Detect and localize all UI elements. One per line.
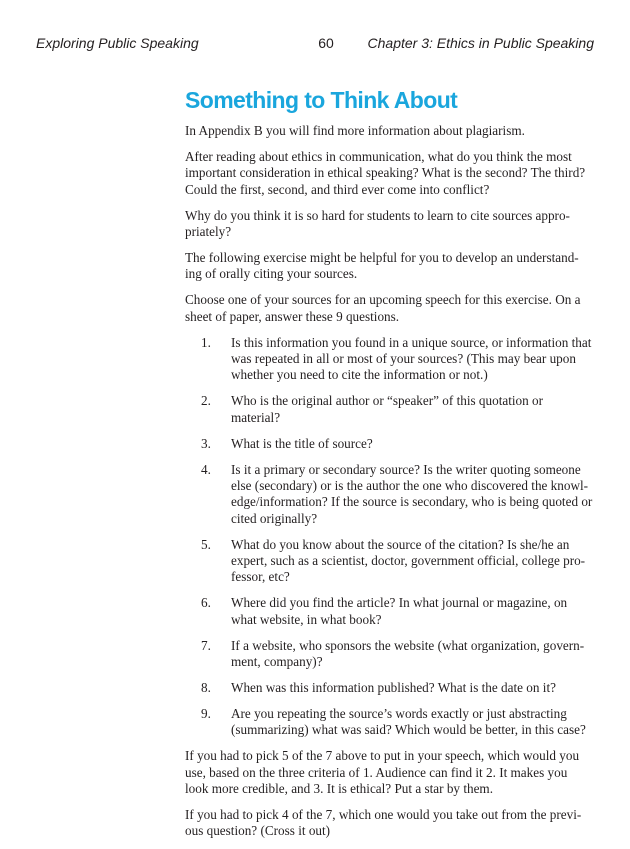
question-number: 8. <box>201 679 211 695</box>
question-number: 1. <box>201 334 211 350</box>
question-item <box>201 393 593 426</box>
question-number: 6. <box>201 595 211 611</box>
question-text: What do you know about the source of the citation? Is she/he an expert, such as a scientist, doctor, government official, college pro-fessor, etc? <box>231 536 586 585</box>
question-item <box>201 462 593 528</box>
question-text: Is it a primary or secondary source? Is the writer quoting someone else (secondary) or is the author the one who discovered the knowl-edge/information? If the source is secondary, who is being quoted or cited originally? <box>231 461 593 526</box>
question-item <box>201 706 593 739</box>
question-item <box>201 436 593 452</box>
question-item <box>201 638 593 671</box>
intro-paragraph: In Appendix B you will find more information about plagiarism. <box>185 123 525 138</box>
intro-paragraph: Choose one of your sources for an upcoming speech for this exercise. On a sheet of paper, answer these 9 questions. <box>185 292 581 324</box>
question-text: When was this information published? What is the date on it? <box>231 679 556 695</box>
question-number: 5. <box>201 536 211 552</box>
question-list <box>185 335 593 739</box>
question-item <box>201 537 593 586</box>
intro-paragraph: The following exercise might be helpful for you to develop an understand-ing of orally citing your sources. <box>185 249 579 282</box>
question-number: 4. <box>201 461 211 477</box>
question-item <box>201 335 593 384</box>
question-text: If a website, who sponsors the website (what organization, govern-ment, company)? <box>231 637 585 670</box>
book-title: Exploring Public Speaking <box>36 35 199 51</box>
question-item <box>201 595 593 628</box>
closing-paragraph: If you had to pick 5 of the 7 above to put in your speech, which would you use, based on the three criteria of 1. Audience can find it 2. It makes you look more credible, and 3. It is ethical? Put a star by them. <box>185 748 580 796</box>
running-header <box>36 35 594 53</box>
intro-paragraph: Why do you think it is so hard for students to learn to cite sources appro-priately? <box>185 207 570 240</box>
question-number: 9. <box>201 705 211 721</box>
question-number: 3. <box>201 435 211 451</box>
intro-paragraph: After reading about ethics in communication, what do you think the most important consideration in ethical speaking? What is the second? The third? Could the first, second, and third ever come into conflict? <box>185 148 586 197</box>
page-number: 60 <box>318 35 334 51</box>
question-text: Is this information you found in a unique source, or information that was repeated in all or most of your sources? (This may bear upon whether you need to cite the information or not.) <box>231 334 592 383</box>
question-number: 2. <box>201 393 211 409</box>
section-title: Something to Think About <box>185 87 458 113</box>
question-text: Are you repeating the source’s words exactly or just abstracting (summarizing) what was said? Which would be better, in this case? <box>231 705 586 738</box>
question-number: 7. <box>201 637 211 653</box>
closing-paragraph: If you had to pick 4 of the 7, which one would you take out from the previ-ous question? (Cross it out) <box>185 806 582 839</box>
question-text: Who is the original author or “speaker” of this quotation or material? <box>231 393 544 425</box>
page-content <box>185 86 593 849</box>
question-item <box>201 680 593 696</box>
chapter-title: Chapter 3: Ethics in Public Speaking <box>367 35 594 51</box>
question-text: What is the title of source? <box>231 435 373 451</box>
question-text: Where did you find the article? In what journal or magazine, on what website, in what book? <box>231 595 568 627</box>
